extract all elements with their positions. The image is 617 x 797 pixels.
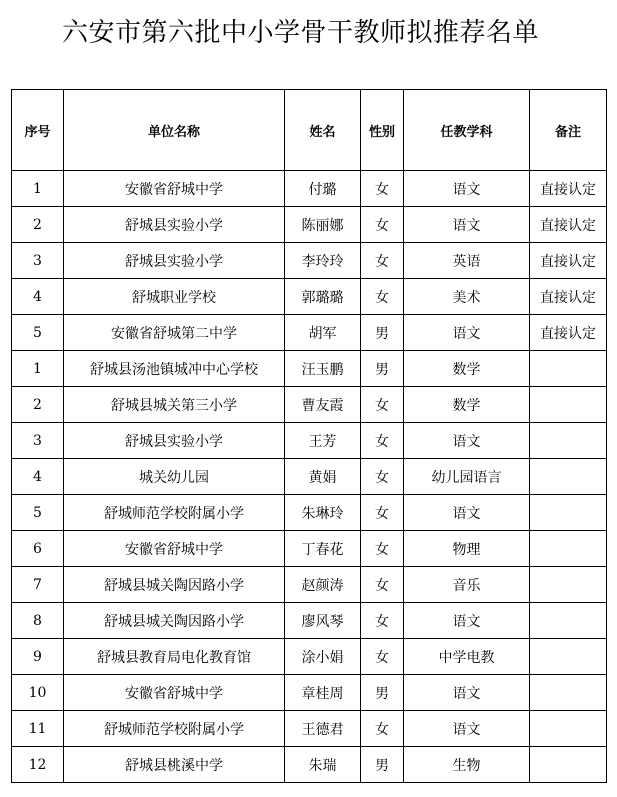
cell-remark <box>530 459 607 495</box>
cell-unit: 舒城县城关第三小学 <box>64 387 285 423</box>
table-row <box>12 207 607 243</box>
table-row <box>12 171 607 207</box>
cell-gender: 女 <box>361 459 404 495</box>
cell-gender: 女 <box>361 495 404 531</box>
table-row <box>12 351 607 387</box>
cell-seq: 8 <box>12 603 64 639</box>
cell-name: 郭璐璐 <box>285 279 361 315</box>
cell-name: 黄娟 <box>285 459 361 495</box>
cell-remark <box>530 423 607 459</box>
cell-name: 王德君 <box>285 711 361 747</box>
cell-subject: 语文 <box>404 315 530 351</box>
cell-unit: 舒城县城关陶因路小学 <box>64 603 285 639</box>
cell-name: 赵颜涛 <box>285 567 361 603</box>
cell-subject: 生物 <box>404 747 530 783</box>
cell-subject: 数学 <box>404 351 530 387</box>
cell-subject: 幼儿园语言 <box>404 459 530 495</box>
table-row <box>12 639 607 675</box>
cell-name: 章桂周 <box>285 675 361 711</box>
table-row <box>12 459 607 495</box>
cell-gender: 女 <box>361 603 404 639</box>
cell-seq: 2 <box>12 387 64 423</box>
cell-gender: 女 <box>361 639 404 675</box>
cell-unit: 安徽省舒城中学 <box>64 171 285 207</box>
cell-gender: 女 <box>361 423 404 459</box>
cell-gender: 女 <box>361 243 404 279</box>
cell-subject: 语文 <box>404 603 530 639</box>
document-title: 六安市第六批中小学骨干教师拟推荐名单 <box>62 18 540 48</box>
cell-remark: 直接认定 <box>530 279 607 315</box>
cell-name: 涂小娟 <box>285 639 361 675</box>
cell-subject: 语文 <box>404 207 530 243</box>
cell-gender: 女 <box>361 171 404 207</box>
cell-gender: 女 <box>361 387 404 423</box>
cell-seq: 4 <box>12 279 64 315</box>
table-row <box>12 243 607 279</box>
cell-name: 朱瑞 <box>285 747 361 783</box>
cell-seq: 3 <box>12 243 64 279</box>
cell-gender: 女 <box>361 711 404 747</box>
cell-name: 陈丽娜 <box>285 207 361 243</box>
cell-seq: 5 <box>12 495 64 531</box>
cell-seq: 6 <box>12 531 64 567</box>
header-remark: 备注 <box>530 90 607 171</box>
cell-gender: 男 <box>361 675 404 711</box>
cell-unit: 安徽省舒城中学 <box>64 675 285 711</box>
cell-unit: 舒城县实验小学 <box>64 243 285 279</box>
header-unit: 单位名称 <box>64 90 285 171</box>
cell-name: 王芳 <box>285 423 361 459</box>
cell-name: 付璐 <box>285 171 361 207</box>
cell-remark <box>530 711 607 747</box>
cell-subject: 语文 <box>404 495 530 531</box>
cell-unit: 舒城县实验小学 <box>64 207 285 243</box>
cell-seq: 1 <box>12 171 64 207</box>
cell-subject: 中学电教 <box>404 639 530 675</box>
cell-remark <box>530 747 607 783</box>
cell-name: 朱琳玲 <box>285 495 361 531</box>
table-header-row <box>12 90 607 171</box>
table-row <box>12 747 607 783</box>
table-row <box>12 675 607 711</box>
cell-seq: 9 <box>12 639 64 675</box>
cell-subject: 美术 <box>404 279 530 315</box>
teacher-roster-table <box>11 89 607 783</box>
header-subject: 任教学科 <box>404 90 530 171</box>
cell-seq: 10 <box>12 675 64 711</box>
cell-gender: 女 <box>361 567 404 603</box>
cell-unit: 舒城县教育局电化教育馆 <box>64 639 285 675</box>
cell-gender: 女 <box>361 531 404 567</box>
cell-subject: 语文 <box>404 711 530 747</box>
cell-subject: 语文 <box>404 675 530 711</box>
cell-subject: 音乐 <box>404 567 530 603</box>
cell-remark <box>530 675 607 711</box>
cell-subject: 数学 <box>404 387 530 423</box>
cell-name: 曹友霞 <box>285 387 361 423</box>
cell-subject: 英语 <box>404 243 530 279</box>
cell-name: 汪玉鹏 <box>285 351 361 387</box>
cell-subject: 语文 <box>404 171 530 207</box>
cell-unit: 安徽省舒城中学 <box>64 531 285 567</box>
table-row <box>12 423 607 459</box>
cell-unit: 舒城县汤池镇城冲中心学校 <box>64 351 285 387</box>
cell-unit: 舒城职业学校 <box>64 279 285 315</box>
cell-gender: 男 <box>361 315 404 351</box>
header-seq: 序号 <box>12 90 64 171</box>
cell-remark <box>530 639 607 675</box>
cell-remark: 直接认定 <box>530 243 607 279</box>
header-gender: 性别 <box>361 90 404 171</box>
table-row <box>12 315 607 351</box>
cell-seq: 2 <box>12 207 64 243</box>
cell-remark <box>530 495 607 531</box>
cell-gender: 男 <box>361 747 404 783</box>
cell-remark: 直接认定 <box>530 315 607 351</box>
cell-seq: 1 <box>12 351 64 387</box>
cell-name: 胡军 <box>285 315 361 351</box>
table-row <box>12 387 607 423</box>
cell-seq: 7 <box>12 567 64 603</box>
cell-remark <box>530 531 607 567</box>
table-row <box>12 567 607 603</box>
cell-unit: 舒城师范学校附属小学 <box>64 495 285 531</box>
cell-unit: 城关幼儿园 <box>64 459 285 495</box>
cell-seq: 4 <box>12 459 64 495</box>
cell-seq: 11 <box>12 711 64 747</box>
cell-unit: 安徽省舒城第二中学 <box>64 315 285 351</box>
cell-gender: 女 <box>361 207 404 243</box>
cell-remark <box>530 387 607 423</box>
header-name: 姓名 <box>285 90 361 171</box>
table-row <box>12 279 607 315</box>
table-row <box>12 531 607 567</box>
cell-name: 廖风琴 <box>285 603 361 639</box>
cell-name: 丁春花 <box>285 531 361 567</box>
cell-name: 李玲玲 <box>285 243 361 279</box>
table-row <box>12 603 607 639</box>
cell-seq: 5 <box>12 315 64 351</box>
cell-remark <box>530 603 607 639</box>
cell-unit: 舒城师范学校附属小学 <box>64 711 285 747</box>
cell-gender: 女 <box>361 279 404 315</box>
cell-remark <box>530 351 607 387</box>
cell-subject: 语文 <box>404 423 530 459</box>
cell-unit: 舒城县实验小学 <box>64 423 285 459</box>
cell-remark: 直接认定 <box>530 171 607 207</box>
cell-gender: 男 <box>361 351 404 387</box>
table-row <box>12 711 607 747</box>
cell-subject: 物理 <box>404 531 530 567</box>
cell-unit: 舒城县城关陶因路小学 <box>64 567 285 603</box>
cell-remark <box>530 567 607 603</box>
cell-unit: 舒城县桃溪中学 <box>64 747 285 783</box>
cell-seq: 12 <box>12 747 64 783</box>
table-row <box>12 495 607 531</box>
cell-remark: 直接认定 <box>530 207 607 243</box>
cell-seq: 3 <box>12 423 64 459</box>
